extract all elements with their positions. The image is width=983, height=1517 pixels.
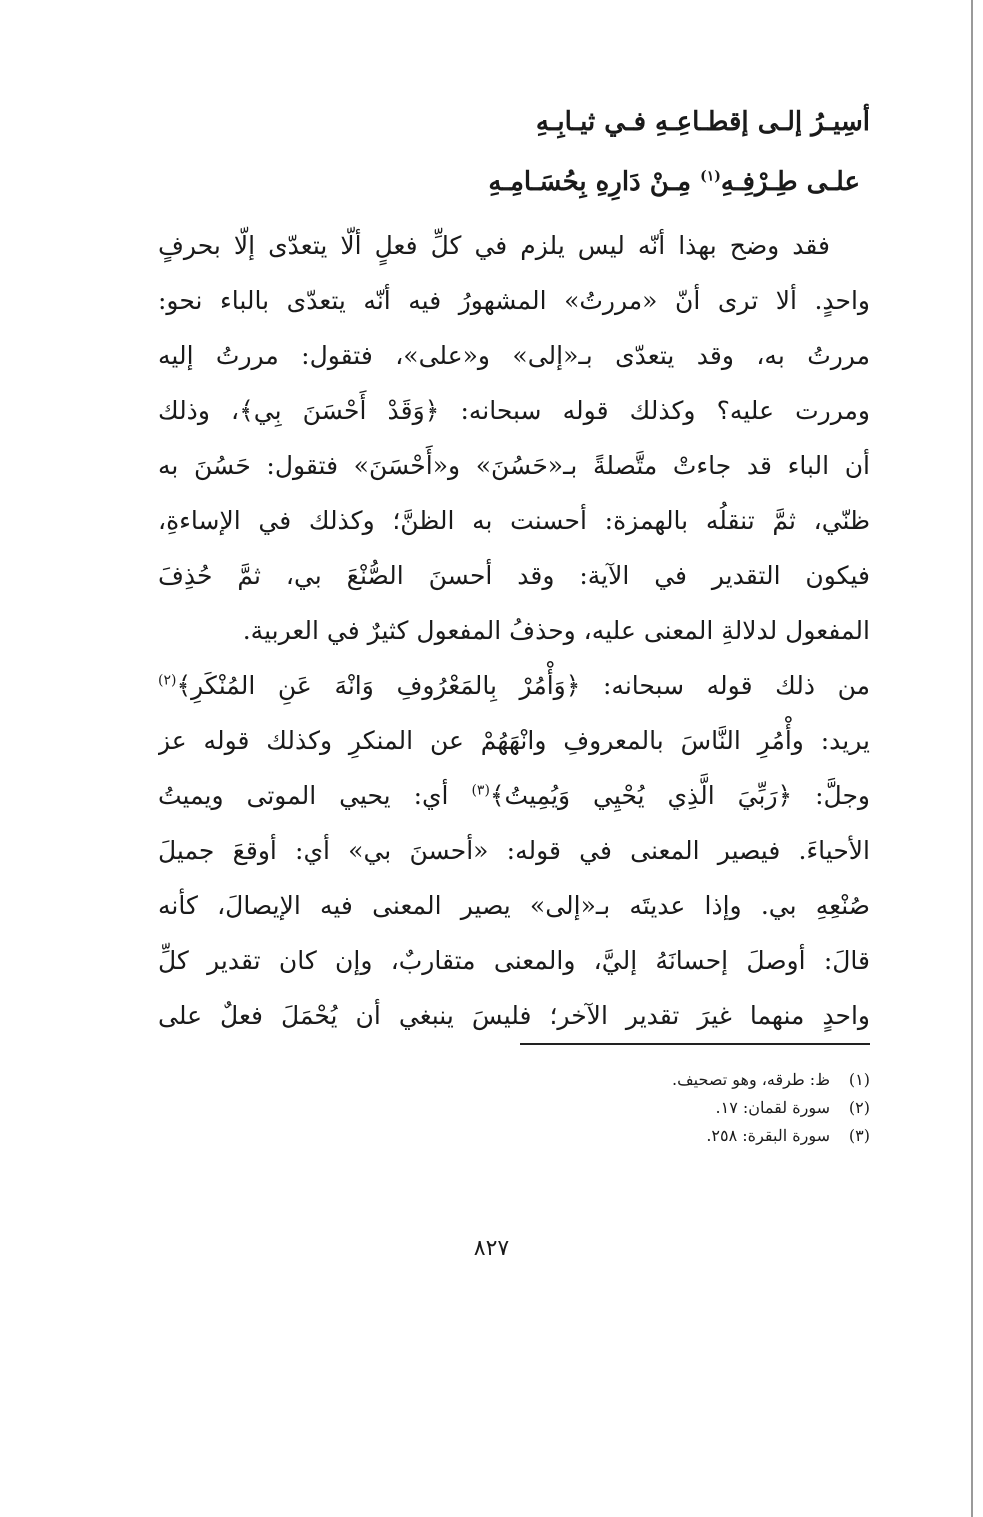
body-line-text: من ذلك قوله سبحانه: ﴿وَأْمُرْ بِالمَعْرُوفِ وَانْهَ عَنِ المُنْكَرِ﴾	[176, 671, 870, 700]
body-line-text-rest: أي: يحيي الموتى ويميتُ	[158, 781, 472, 810]
footnote-mark-1: (١)	[700, 168, 721, 185]
body-line	[158, 768, 870, 823]
body-line	[158, 548, 870, 603]
footnote-text: ظ: طرقه، وهو تصحيف.	[672, 1070, 830, 1089]
body-line	[158, 713, 870, 768]
body-line-text: واحدٍ. ألا ترى أنّ «مررتُ» المشهورُ فيه أنّه يتعدّى بالباء نحو:	[158, 286, 870, 315]
footnote-separator	[520, 1043, 870, 1045]
body-line-text: أن الباء قد جاءتْ متَّصلةً بـ«حَسُنَ» و«أَحْسَنَ» فتقول: حَسُنَ به	[158, 451, 870, 480]
body-line-text: فيكون التقدير في الآية: وقد أحسنَ الصُّنْعَ بي، ثمَّ حُذِفَ	[158, 561, 870, 590]
body-line-text: واحدٍ منهما غيرَ تقدير الآخر؛ فليسَ ينبغي أن يُحْمَلَ فعلٌ على	[158, 1001, 870, 1030]
poem-verse-2-part-a: علـى طِـرْفِـهِ	[720, 167, 860, 197]
body-line	[158, 383, 870, 438]
body-line-text: صُنْعِهِ بي. وإذا عديتَه بـ«إلى» يصير المعنى فيه الإيصالَ، كأنه	[158, 891, 870, 920]
body-line	[158, 438, 870, 493]
footnote-text: سورة لقمان: ١٧.	[715, 1098, 830, 1117]
body-line-text: ومررت عليه؟ وكذلك قوله سبحانه: ﴿وَقَدْ أَحْسَنَ بِي﴾، وذلك	[158, 396, 870, 425]
footnote-item	[500, 1094, 870, 1122]
body-line	[158, 878, 870, 933]
footnote-item	[500, 1122, 870, 1150]
footnote-mark-2: (٢)	[158, 672, 177, 689]
body-line-text: مررتُ به، وقد يتعدّى بـ«إلى» و«على»، فتقول: مررتُ إليه	[158, 341, 870, 370]
footnote-number: (٣)	[848, 1126, 870, 1145]
poem-verse-1	[158, 92, 870, 152]
poem-verse-2	[158, 152, 870, 212]
footnote-mark-3: (٣)	[471, 782, 490, 799]
body-line	[158, 328, 870, 383]
body-line	[158, 218, 870, 273]
footnotes	[500, 1066, 870, 1150]
page-text	[158, 92, 870, 1043]
poem-verse-2-part-b: مِـنْ دَارِهِ بِحُسَـامِـهِ	[488, 167, 701, 197]
body-line-text: المفعول لدلالةِ المعنى عليه، وحذفُ المفعول كثيرٌ في العربية.	[242, 616, 870, 645]
body-line	[158, 823, 870, 878]
body-line	[158, 273, 870, 328]
body-line-text: الأحياءَ. فيصير المعنى في قوله: «أحسنَ بي» أي: أوقعَ جميلَ	[158, 836, 870, 865]
body-line-text: قالَ: أوصلَ إحسانَهُ إليَّ، والمعنى متقاربٌ، وإن كان تقدير كلِّ	[158, 946, 870, 975]
body-line	[158, 988, 870, 1043]
footnote-text: سورة البقرة: ٢٥٨.	[706, 1126, 830, 1145]
footnote-number: (١)	[848, 1070, 870, 1089]
body-paragraph	[158, 218, 870, 1043]
page-number: ٨٢٧	[473, 1236, 510, 1261]
poem-verse-1-text: أسِيـرُ إلـى إقطـاعِـهِ فـي ثيـابِـهِ	[535, 107, 870, 137]
footnote-item	[500, 1066, 870, 1094]
body-line-text: يريد: وأْمُرِ النَّاسَ بالمعروفِ وانْهَهُمْ عن المنكرِ وكذلك قوله عز	[158, 726, 870, 755]
body-line-text: فقد وضح بهذا أنّه ليس يلزم في كلِّ فعلٍ ألّا يتعدّى إلّا بحرفٍ	[158, 231, 830, 260]
footnote-number: (٢)	[848, 1098, 870, 1117]
body-line	[158, 933, 870, 988]
body-line	[158, 658, 870, 713]
page-edge-line	[971, 0, 973, 1517]
body-line-text: وجلَّ: ﴿رَبِّيَ الَّذِي يُحْيِي وَيُمِيتُ﴾	[489, 781, 870, 810]
body-line-text: ظنّي، ثمَّ تنقلُه بالهمزة: أحسنت به الظنَّ؛ وكذلك في الإساءةِ،	[158, 506, 870, 535]
body-line	[158, 603, 870, 658]
body-line	[158, 493, 870, 548]
